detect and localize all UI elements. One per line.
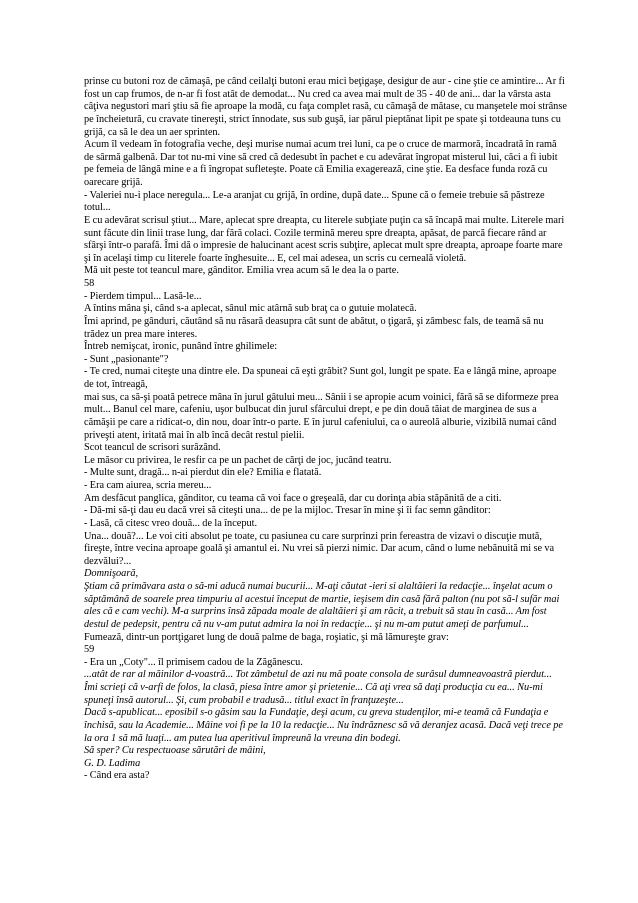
paragraph: - Sunt „pasionante"?	[84, 353, 169, 365]
paragraph: ...atât de rar al măinilor d-voastră... Tot zâmbetul de azi nu mă poate consola de surâsul dumneavoastră pierdut...	[84, 669, 552, 681]
paragraph: G. D. Ladima	[84, 757, 141, 769]
paragraph: Mă uit peste tot teancul mare, gânditor. Emilia vrea acum să le dea la o parte.	[84, 265, 399, 277]
document-page	[84, 76, 568, 783]
paragraph: Să sper? Cu respectuoase sărutări de mâini,	[84, 745, 266, 757]
paragraph: - Lasă, că citesc vreo două... de la început.	[84, 517, 258, 529]
page-number: 58	[84, 278, 95, 289]
paragraph: - Era un „Coty"... îl primisem cadou de la Zăgănescu.	[84, 656, 303, 668]
paragraph: Fumează, dintr-un portţigaret lung de două palme de baga, roşiatic, şi mă lămureşte grav:	[84, 631, 449, 643]
paragraph: Scot teancul de scrisori surâzând.	[84, 442, 221, 454]
paragraph: prinse cu butoni roz de cămaşă, pe când ceilalţi butoni erau mici beţigaşe, desigur de aur - cine ştie ce amintire... Ar fi fost un cap frumos, de n-ar fi fost atât de demodat... Nu cred ca avea mai mult de 35 - 40 de ani... dar la vârsta asta câţiva negustori mari ştiu să fie aproape la modă, cu faţa complet rasă, cu cămaşă de mătase, cu manşetele moi strânse pe încheietură, cu cravate tinereşti, strict înnodate, sus sub guşă, iar părul pieptănat lipit pe spate şi totdeauna tuns cu grijă, ca să le dea un aer sprinten.	[84, 76, 567, 138]
paragraph: Le măsor cu privirea, le resfir ca pe un pachet de cărţi de joc, jucând teatru.	[84, 454, 392, 466]
paragraph: E cu adevărat scrisul ştiut... Mare, aplecat spre dreapta, cu literele subţiate puţin ca să încapă mai multe. Literele mari sunt făcute din linii trase lung, dar fără colaci. Cozile termină mereu spre dreapta, apăsat, de parcă fiecare rând ar sfârşi într-o parafă. Îmi dă o impresie de halucinant acest scris subţire, aplecat mult spre dreapta, aproape foarte mare şi în acelaşi timp cu literele foarte înghesuite... E, cel mai adesea, un scris cu cerneală violetă.	[84, 214, 565, 264]
paragraph: Întreb nemişcat, ironic, punând între ghilimele:	[84, 341, 278, 353]
paragraph: A întins mâna şi, când s-a aplecat, sânul mic atârnă sub braţ ca o gutuie molatecă.	[84, 303, 417, 315]
paragraph: - Dă-mi să-ţi dau eu dacă vrei să citeşti una... de pe la mijloc. Tresar în mine şi îi fac semn gânditor:	[84, 505, 491, 517]
paragraph: Ştiam că primăvara asta o să-mi aducă numai bucurii... M-aţi căutat -ieri si alaltăieri la redacţie... înşelat acum o săptămână de soarele prea timpuriu al acestui început de martie, ieşisem din casă fără palton (nu pot să-l sufăr mai ales că e cam vechi). M-a surprins însă zăpada moale de alaltăieri şi am răcit, a trebuit să stau în casă... Am fost destul de pedepsit, pentru că nu v-am putut admira la noi în redacţie... şi nu m-am putut ameţi de parfumul...	[84, 581, 560, 630]
paragraph: - Era cam aiurea, scria mereu...	[84, 480, 212, 491]
page-number: 59	[84, 644, 95, 656]
paragraph: - Valeriei nu-i place neregula... Le-a aranjat cu grijă, în ordine, după date... Spune că o femeie trebuie să păstreze totul...	[84, 189, 545, 214]
paragraph: - Când era asta?	[84, 770, 150, 782]
paragraph: - Te cred, numai citeşte una dintre ele. Da spuneai că eşti grăbit? Sunt gol, lungit pe spate. Ea e lângă mine, aproape de tot, întreagă,	[84, 366, 557, 390]
paragraph: Am desfăcut panglica, gânditor, cu teama că voi face o greşeală, dar cu dorinţa abia stăpânită de a citi.	[84, 492, 502, 504]
paragraph: Acum îl vedeam în fotografia veche, deşi murise numai acum trei luni, ca pe o cruce de marmoră, încadrată în ramă de sârmă galbenă. Dar tot nu-mi vine să cred că dedesubt în pachet e cu adevărat îngropat misterul lui, căci a fi iubit pe femeia de lângă mine e a fi îngropat sufleteşte. Poate că Emilia exagerează, cine ştie. Ea desface funda roză cu oarecare grijă.	[84, 139, 558, 188]
paragraph: Îmi aprind, pe gânduri, căutând să nu răsară deasupra cât sunt de abătut, o ţigară, şi zâmbesc fals, de teamă să nu trădez un prea mare interes.	[84, 315, 544, 340]
paragraph: Dacă s-apublicat... eposibil s-o găsim sau la Fundaţie, deşi acum, cu greva studenţilor, mi-e teamă că Fundaţia e închisă, sau la Academie... Mâine voi fi pe la 10 la redacţie... Nu îndrăznesc să vă deranjez acasă. Dacă veţi trece pe la ora 1 să mă luaţi... am putea lua aperitivul împreună la vreuna din bodegi.	[84, 707, 563, 744]
paragraph: Una... două?... Le voi citi absolut pe toate, cu pasiunea cu care surprinzi prin fereastra de vizavi o discuţie mută, fireşte, între vecina aproape goală şi amantul ei. Nu vrei să pierzi nimic. Dar acum, când o lume nebănuită mi se va dezvălui?...	[84, 530, 555, 567]
paragraph: Îmi scrieţi că v-arfi de folos, la clasă, piesa între amor şi prietenie... Că aţi vrea să daţi producţia cu ea... Nu-mi spuneţi însă autorul... Şi, cum probabil e tradusă... titlul exact în franţuzeşte...	[84, 682, 543, 706]
paragraph: - Pierdem timpul... Lasă-le...	[84, 290, 202, 302]
paragraph: Domnişoară,	[84, 568, 139, 580]
paragraph: mai sus, ca să-şi poată petrece mâna în jurul gâtului meu... Sânii i se apropie acum voinici, fără să se diformeze prea mult... Banul cel mare, cafeniu, uşor bulbucat din jurul sfârcului drept, e pe din două tăiat de marginea de sus a cămăşii pe care a ridicat-o, din nou, doar într-o parte. E în jurul cafeniului, ca o aureolă alburie, vizibilă numai când priveşti atent, iritată mai în alb încă decât restul pielii.	[84, 391, 559, 441]
paragraph: - Multe sunt, dragă... n-ai pierdut din ele? Emilia e flatată.	[84, 467, 322, 479]
